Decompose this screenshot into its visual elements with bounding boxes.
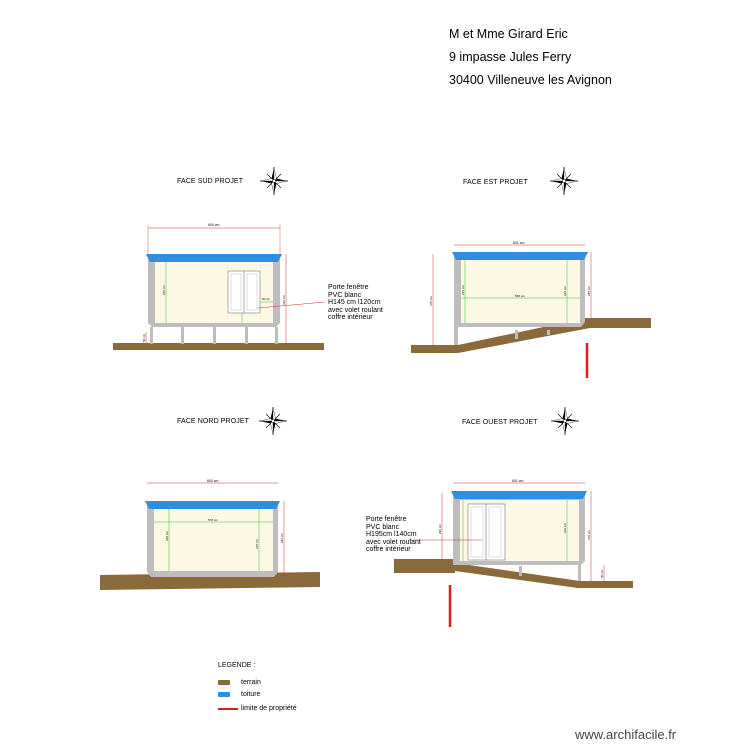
legend-title: LEGENDE :: [218, 662, 256, 669]
terrain: [394, 559, 455, 573]
pillar: [213, 327, 216, 344]
note-ouest: [366, 516, 421, 554]
owner-name: M et Mme Girard Eric: [449, 27, 568, 41]
terrain: [411, 345, 458, 353]
face-ouest-drawing: [394, 479, 633, 627]
pillar: [181, 327, 184, 344]
note-line: PVC blanc: [366, 523, 400, 531]
pillar: [150, 327, 153, 344]
face-sud-title: FACE SUD PROJET: [177, 178, 244, 185]
face-nord-title: FACE NORD PROJET: [177, 418, 249, 425]
compass-rose-icon: [260, 167, 288, 195]
svg-text:595 cm: 595 cm: [515, 294, 525, 298]
note-sud: [328, 284, 383, 322]
face-sud-drawing: [113, 223, 325, 350]
pillar: [275, 327, 278, 344]
address-street: 9 impasse Jules Ferry: [449, 50, 572, 64]
svg-text:578 cm: 578 cm: [208, 518, 218, 522]
pillar: [245, 327, 248, 344]
svg-text:236 cm: 236 cm: [461, 285, 465, 295]
roof: [451, 491, 587, 499]
terrain: [455, 563, 633, 588]
svg-text:378 cm: 378 cm: [429, 296, 433, 306]
legend-label: toiture: [241, 691, 261, 698]
svg-text:260 cm: 260 cm: [165, 531, 169, 541]
legend-label: limite de propriété: [241, 705, 297, 712]
svg-text:215 cm: 215 cm: [255, 539, 259, 549]
svg-text:601 cm: 601 cm: [512, 479, 524, 483]
door: [468, 504, 505, 560]
address-city: 30400 Villeneuve les Avignon: [449, 73, 612, 87]
face-ouest-title: FACE OUEST PROJET: [462, 419, 538, 426]
svg-text:60 cm: 60 cm: [262, 297, 271, 301]
roof: [145, 501, 280, 509]
note-line: Porte fenêtre: [328, 284, 369, 291]
svg-text:281 cm: 281 cm: [280, 533, 284, 543]
watermark[interactable]: www.archifacile.fr: [575, 727, 677, 742]
svg-text:60 cm: 60 cm: [600, 569, 604, 578]
note-line: H195cm l140cm: [366, 531, 417, 538]
svg-text:258 cm: 258 cm: [587, 286, 591, 296]
svg-text:378 cm: 378 cm: [587, 530, 591, 540]
svg-text:600 cm: 600 cm: [207, 479, 219, 483]
face-est-title: FACE EST PROJET: [463, 179, 528, 186]
face-nord-drawing: [100, 479, 320, 590]
roof-swatch: [218, 692, 230, 697]
svg-text:600 cm: 600 cm: [208, 223, 220, 227]
svg-text:236 cm: 236 cm: [563, 286, 567, 296]
svg-text:50 cm: 50 cm: [142, 333, 146, 342]
compass-rose-icon: [550, 167, 578, 195]
roof: [146, 254, 282, 262]
note-line: coffre intérieur: [328, 314, 373, 321]
note-line: coffre intérieur: [366, 546, 411, 553]
terrain: [113, 343, 324, 350]
svg-text:236 cm: 236 cm: [563, 523, 567, 533]
compass-rose-icon: [551, 407, 579, 435]
note-line: avec volet roulant: [366, 538, 421, 546]
svg-text:310 cm: 310 cm: [282, 295, 286, 305]
legend-label: terrain: [241, 679, 261, 686]
compass-rose-icon: [259, 407, 287, 435]
note-line: avec volet roulant: [328, 306, 383, 314]
roof: [452, 252, 588, 260]
terrain-swatch: [218, 680, 230, 685]
note-line: PVC blanc: [328, 291, 362, 299]
svg-text:601 cm: 601 cm: [513, 241, 525, 245]
svg-text:260 cm: 260 cm: [162, 285, 166, 295]
svg-text:290 cm: 290 cm: [438, 524, 442, 534]
note-line: Porte fenêtre: [366, 516, 407, 523]
face-est-drawing: [411, 241, 651, 378]
note-line: H145 cm l120cm: [328, 299, 381, 306]
